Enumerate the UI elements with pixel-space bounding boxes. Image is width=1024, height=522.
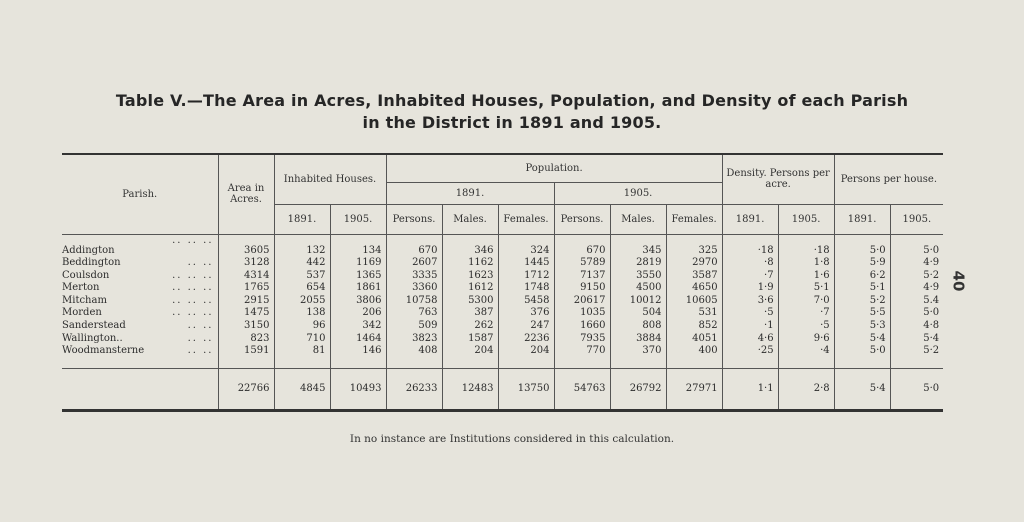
total-pph-1891: 5·4 — [834, 368, 890, 410]
pph-1905-cell: 4·8 — [890, 320, 943, 333]
table-row — [62, 333, 943, 346]
area-cell: 3128 — [218, 257, 274, 270]
persons-1905-cell: 7935 — [554, 333, 610, 346]
males-1891-cell: 346 — [442, 234, 498, 257]
title-line-1: Table V.—The Area in Acres, Inhabited Houses, Population, and Density of each Parish — [115, 91, 909, 110]
table-row — [62, 307, 943, 320]
males-1905-cell: 3550 — [610, 270, 666, 283]
houses-1891-cell: 96 — [274, 320, 330, 333]
total-persons-1891: 26233 — [386, 368, 442, 410]
persons-1905-cell: 7137 — [554, 270, 610, 283]
area-cell: 3605 — [218, 234, 274, 257]
parish-name: Merton .. .. .. — [62, 282, 214, 294]
pph-1891-cell: 5·3 — [834, 320, 890, 333]
pph-1905-cell: 4·9 — [890, 257, 943, 270]
parish-name: Addington .. .. .. — [62, 234, 214, 256]
density-1891-cell: ·5 — [722, 307, 778, 320]
persons-1905-cell: 770 — [554, 345, 610, 368]
males-1891-cell: 262 — [442, 320, 498, 333]
table-row — [62, 345, 943, 368]
parish-name: Mitcham .. .. .. — [62, 294, 214, 306]
persons-1891-cell: 10758 — [386, 295, 442, 308]
males-1891-cell: 1623 — [442, 270, 498, 283]
header-population-1905: 1905. — [554, 182, 722, 204]
persons-1905-cell: 1660 — [554, 320, 610, 333]
females-1905-cell: 3587 — [666, 270, 722, 283]
header-population-1891: 1891. — [386, 182, 554, 204]
density-1905-cell: ·4 — [778, 345, 834, 368]
houses-1891-cell: 537 — [274, 270, 330, 283]
total-males-1891: 12483 — [442, 368, 498, 410]
title-line-2: in the District in 1891 and 1905. — [362, 113, 662, 132]
females-1891-cell: 1748 — [498, 282, 554, 295]
area-cell: 1475 — [218, 307, 274, 320]
females-1891-cell: 1712 — [498, 270, 554, 283]
females-1905-cell: 852 — [666, 320, 722, 333]
header-persons-1891: Persons. — [386, 204, 442, 234]
total-density-1891: 1·1 — [722, 368, 778, 410]
density-1891-cell: ·8 — [722, 257, 778, 270]
persons-1891-cell: 3360 — [386, 282, 442, 295]
header-houses-1905: 1905. — [330, 204, 386, 234]
houses-1905-cell: 134 — [330, 234, 386, 257]
totals-label-cell — [62, 368, 218, 410]
total-females-1905: 27971 — [666, 368, 722, 410]
males-1891-cell: 1162 — [442, 257, 498, 270]
pph-1905-cell: 5·2 — [890, 345, 943, 368]
density-1905-cell: 7·0 — [778, 295, 834, 308]
table-row — [62, 234, 943, 257]
houses-1891-cell: 138 — [274, 307, 330, 320]
persons-1905-cell: 5789 — [554, 257, 610, 270]
table-title — [0, 90, 1024, 134]
females-1905-cell: 2970 — [666, 257, 722, 270]
pph-1891-cell: 5·5 — [834, 307, 890, 320]
total-pph-1905: 5·0 — [890, 368, 943, 410]
houses-1905-cell: 206 — [330, 307, 386, 320]
parish-name: Coulsdon .. .. .. — [62, 269, 214, 281]
houses-1905-cell: 1365 — [330, 270, 386, 283]
density-1891-cell: ·25 — [722, 345, 778, 368]
total-area: 22766 — [218, 368, 274, 410]
females-1905-cell: 4650 — [666, 282, 722, 295]
parish-name: Morden .. .. .. — [62, 307, 214, 319]
females-1905-cell: 4051 — [666, 333, 722, 346]
persons-1891-cell: 670 — [386, 234, 442, 257]
header-inhabited-houses: Inhabited Houses. — [274, 154, 386, 204]
area-cell: 4314 — [218, 270, 274, 283]
total-houses-1905: 10493 — [330, 368, 386, 410]
houses-1905-cell: 342 — [330, 320, 386, 333]
header-houses-1891: 1891. — [274, 204, 330, 234]
males-1891-cell: 1587 — [442, 333, 498, 346]
density-1905-cell: ·7 — [778, 307, 834, 320]
females-1905-cell: 10605 — [666, 295, 722, 308]
total-persons-1905: 54763 — [554, 368, 610, 410]
females-1905-cell: 400 — [666, 345, 722, 368]
total-density-1905: 2·8 — [778, 368, 834, 410]
page-number: 40 — [949, 270, 968, 292]
header-persons-per-house: Persons per house. — [834, 154, 943, 204]
header-males-1905: Males. — [610, 204, 666, 234]
area-cell: 2915 — [218, 295, 274, 308]
males-1905-cell: 10012 — [610, 295, 666, 308]
density-1891-cell: 3·6 — [722, 295, 778, 308]
total-females-1891: 13750 — [498, 368, 554, 410]
houses-1891-cell: 132 — [274, 234, 330, 257]
total-males-1905: 26792 — [610, 368, 666, 410]
males-1891-cell: 1612 — [442, 282, 498, 295]
pph-1905-cell: 5.4 — [890, 295, 943, 308]
pph-1891-cell: 5·0 — [834, 345, 890, 368]
header-population: Population. — [386, 154, 722, 182]
females-1891-cell: 247 — [498, 320, 554, 333]
males-1891-cell: 204 — [442, 345, 498, 368]
pph-1891-cell: 5·1 — [834, 282, 890, 295]
persons-1905-cell: 9150 — [554, 282, 610, 295]
pph-1905-cell: 5·4 — [890, 333, 943, 346]
total-houses-1891: 4845 — [274, 368, 330, 410]
area-cell: 1765 — [218, 282, 274, 295]
persons-1891-cell: 509 — [386, 320, 442, 333]
females-1905-cell: 325 — [666, 234, 722, 257]
houses-1891-cell: 442 — [274, 257, 330, 270]
table-row — [62, 257, 943, 270]
males-1905-cell: 4500 — [610, 282, 666, 295]
parish-name: Wallington.. .. .. — [62, 332, 214, 344]
females-1891-cell: 204 — [498, 345, 554, 368]
area-cell: 823 — [218, 333, 274, 346]
area-cell: 3150 — [218, 320, 274, 333]
males-1905-cell: 345 — [610, 234, 666, 257]
females-1905-cell: 531 — [666, 307, 722, 320]
table-row — [62, 270, 943, 283]
header-area: Area in Acres. — [218, 154, 274, 234]
females-1891-cell: 1445 — [498, 257, 554, 270]
pph-1891-cell: 5·9 — [834, 257, 890, 270]
header-pph-1891: 1891. — [834, 204, 890, 234]
parish-name: Woodmansterne .. .. — [62, 345, 214, 357]
parish-name: Beddington .. .. — [62, 257, 214, 269]
parish-name: Sanderstead .. .. — [62, 320, 214, 332]
header-pph-1905: 1905. — [890, 204, 943, 234]
females-1891-cell: 376 — [498, 307, 554, 320]
pph-1905-cell: 5·0 — [890, 307, 943, 320]
totals-row — [62, 368, 943, 410]
males-1891-cell: 387 — [442, 307, 498, 320]
pph-1891-cell: 5·2 — [834, 295, 890, 308]
males-1905-cell: 370 — [610, 345, 666, 368]
density-1905-cell: 1·6 — [778, 270, 834, 283]
pph-1905-cell: 5·2 — [890, 270, 943, 283]
houses-1891-cell: 710 — [274, 333, 330, 346]
density-1905-cell: ·5 — [778, 320, 834, 333]
density-1905-cell: 5·1 — [778, 282, 834, 295]
pph-1905-cell: 4·9 — [890, 282, 943, 295]
header-females-1891: Females. — [498, 204, 554, 234]
houses-1905-cell: 1464 — [330, 333, 386, 346]
persons-1891-cell: 408 — [386, 345, 442, 368]
footnote: In no instance are Institutions considered in this calculation. — [349, 433, 675, 445]
density-1905-cell: 9·6 — [778, 333, 834, 346]
table-row — [62, 282, 943, 295]
density-1891-cell: ·7 — [722, 270, 778, 283]
males-1891-cell: 5300 — [442, 295, 498, 308]
pph-1891-cell: 6·2 — [834, 270, 890, 283]
header-density-1891: 1891. — [722, 204, 778, 234]
females-1891-cell: 324 — [498, 234, 554, 257]
header-persons-1905: Persons. — [554, 204, 610, 234]
pph-1891-cell: 5·4 — [834, 333, 890, 346]
males-1905-cell: 504 — [610, 307, 666, 320]
females-1891-cell: 2236 — [498, 333, 554, 346]
persons-1891-cell: 3335 — [386, 270, 442, 283]
males-1905-cell: 808 — [610, 320, 666, 333]
density-1891-cell: ·1 — [722, 320, 778, 333]
density-1891-cell: ·18 — [722, 234, 778, 257]
males-1905-cell: 2819 — [610, 257, 666, 270]
header-density-1905: 1905. — [778, 204, 834, 234]
header-females-1905: Females. — [666, 204, 722, 234]
houses-1905-cell: 1169 — [330, 257, 386, 270]
males-1905-cell: 3884 — [610, 333, 666, 346]
persons-1891-cell: 2607 — [386, 257, 442, 270]
header-density: Density. Persons per acre. — [722, 154, 834, 204]
density-1891-cell: 1·9 — [722, 282, 778, 295]
header-parish: Parish. — [62, 154, 218, 234]
houses-1905-cell: 3806 — [330, 295, 386, 308]
table-row — [62, 320, 943, 333]
persons-1905-cell: 1035 — [554, 307, 610, 320]
persons-1905-cell: 20617 — [554, 295, 610, 308]
houses-1891-cell: 2055 — [274, 295, 330, 308]
houses-1905-cell: 1861 — [330, 282, 386, 295]
statistics-table — [62, 153, 943, 412]
density-1905-cell: ·18 — [778, 234, 834, 257]
header-males-1891: Males. — [442, 204, 498, 234]
persons-1905-cell: 670 — [554, 234, 610, 257]
table-row — [62, 295, 943, 308]
females-1891-cell: 5458 — [498, 295, 554, 308]
density-1891-cell: 4·6 — [722, 333, 778, 346]
houses-1891-cell: 81 — [274, 345, 330, 368]
pph-1905-cell: 5·0 — [890, 234, 943, 257]
persons-1891-cell: 3823 — [386, 333, 442, 346]
houses-1891-cell: 654 — [274, 282, 330, 295]
persons-1891-cell: 763 — [386, 307, 442, 320]
area-cell: 1591 — [218, 345, 274, 368]
pph-1891-cell: 5·0 — [834, 234, 890, 257]
houses-1905-cell: 146 — [330, 345, 386, 368]
density-1905-cell: 1·8 — [778, 257, 834, 270]
